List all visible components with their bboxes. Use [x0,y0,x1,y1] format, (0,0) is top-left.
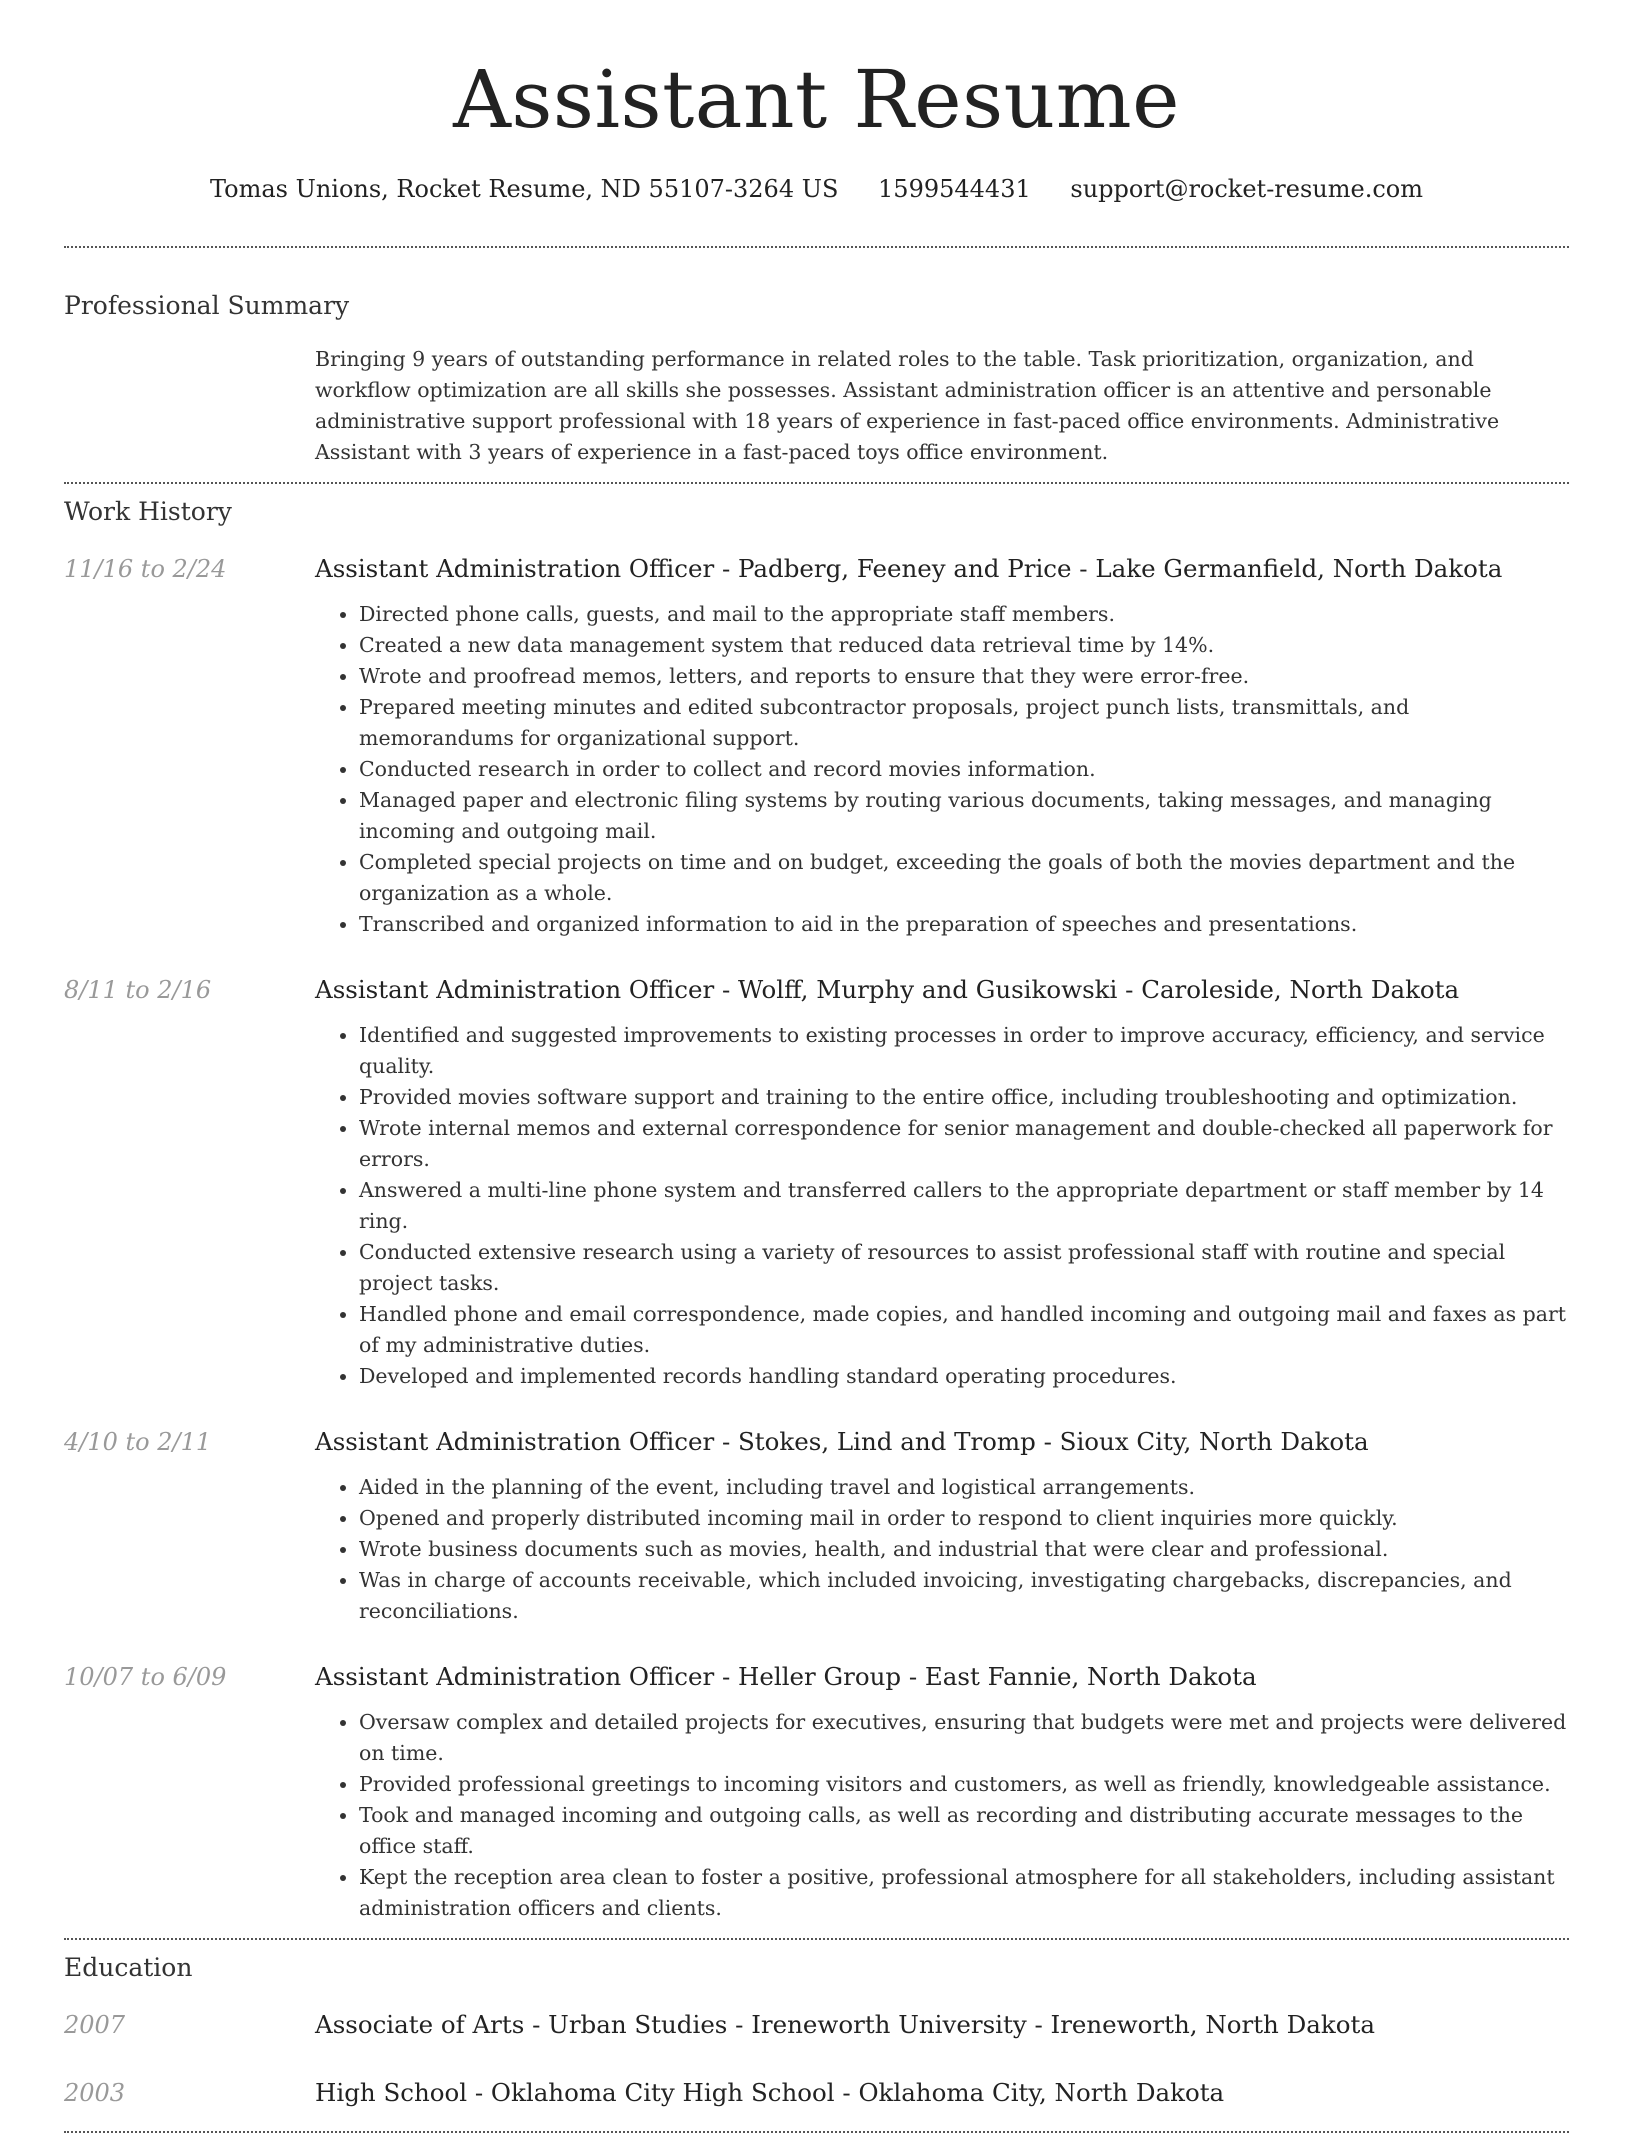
job-bullet: • Took and managed incoming and outgoing calls, as well as recording and distributing accurate messages to the office staff. [359,1800,1569,1862]
contact-address: Tomas Unions, Rocket Resume, ND 55107-3264 US [209,175,839,203]
job-bullets [315,599,1569,940]
job-bullet: • Developed and implemented records handling standard operating procedures. [359,1361,1569,1392]
resume-page [64,0,1569,2133]
job-bullet: • Directed phone calls, guests, and mail to the appropriate staff members. [359,599,1569,630]
education-heading: Education [64,1953,193,1982]
education-entry [64,2009,1569,2041]
job-bullet: • Kept the reception area clean to foster a positive, professional atmosphere for all stakeholders, including assistant administration officers and clients. [359,1862,1569,1924]
job-bullet: • Transcribed and organized information to aid in the preparation of speeches and presentations. [359,909,1569,940]
job-bullet: • Conducted extensive research using a variety of resources to assist professional staff with routine and special project tasks. [359,1237,1569,1299]
job-dates: 10/07 to 6/09 [64,1663,227,1691]
education-entry [64,2077,1569,2109]
job-body [315,1426,1569,1627]
education-year: 2003 [64,2079,126,2107]
job-bullet: • Aided in the planning of the event, including travel and logistical arrangements. [359,1472,1569,1503]
job-dates: 11/16 to 2/24 [64,555,227,583]
job-bullets [315,1472,1569,1627]
job-bullet: • Completed special projects on time and on budget, exceeding the goals of both the movies department and the organization as a whole. [359,847,1569,909]
education-degree: Associate of Arts - Urban Studies - Ireneworth University - Ireneworth, North Dakota [315,2010,1375,2039]
job-title: Assistant Administration Officer - Padberg, Feeney and Price - Lake Germanfield, North Dakota [315,554,1503,583]
job-entry [64,1661,1569,1924]
job-bullets [315,1707,1569,1924]
divider [64,246,1569,248]
job-bullet: • Answered a multi-line phone system and transferred callers to the appropriate department or staff member by 14 ring. [359,1175,1569,1237]
job-bullet: • Identified and suggested improvements to existing processes in order to improve accuracy, efficiency, and service quality. [359,1020,1569,1082]
job-body [315,1661,1569,1924]
education-year: 2007 [64,2011,126,2039]
divider [64,482,1569,484]
work-history-heading: Work History [64,497,232,526]
job-bullet: • Handled phone and email correspondence, made copies, and handled incoming and outgoing mail and faxes as part of my administrative duties. [359,1299,1569,1361]
job-bullet: • Wrote internal memos and external correspondence for senior management and double-checked all paperwork for errors. [359,1113,1569,1175]
job-bullet: • Prepared meeting minutes and edited subcontractor proposals, project punch lists, transmittals, and memorandums for organizational support. [359,692,1569,754]
job-dates: 4/10 to 2/11 [64,1428,212,1456]
job-title: Assistant Administration Officer - Heller Group - East Fannie, North Dakota [315,1662,1257,1691]
job-entry [64,553,1569,940]
job-bullet: • Wrote business documents such as movies, health, and industrial that were clear and professional. [359,1534,1569,1565]
summary-heading: Professional Summary [64,291,350,320]
job-title: Assistant Administration Officer - Wolff, Murphy and Gusikowski - Caroleside, North Dakota [315,975,1460,1004]
job-bullet: • Oversaw complex and detailed projects for executives, ensuring that budgets were met and projects were delivered on time. [359,1707,1569,1769]
education-degree: High School - Oklahoma City High School - Oklahoma City, North Dakota [315,2078,1225,2107]
contact-line [64,174,1569,204]
job-bullet: • Was in charge of accounts receivable, which included invoicing, investigating chargebacks, discrepancies, and reconciliations. [359,1565,1569,1627]
job-bullets [315,1020,1569,1392]
summary-text: Bringing 9 years of outstanding performance in related roles to the table. Task prioritization, organization, and workflow optimization are all skills she possesses. Assistant administration officer is an attentive and personable administrative support professional with 18 years of experience in fast-paced office environments. Administrative Assistant with 3 years of experience in a fast-paced toys office environment. [315,347,1500,464]
job-bullet: • Created a new data management system that reduced data retrieval time by 14%. [359,630,1569,661]
job-bullet: • Wrote and proofread memos, letters, and reports to ensure that they were error-free. [359,661,1569,692]
job-bullet: • Conducted research in order to collect and record movies information. [359,754,1569,785]
job-bullet: • Opened and properly distributed incoming mail in order to respond to client inquiries more quickly. [359,1503,1569,1534]
job-body [315,553,1569,940]
job-entry [64,974,1569,1392]
job-title: Assistant Administration Officer - Stokes, Lind and Tromp - Sioux City, North Dakota [315,1427,1369,1456]
job-entry [64,1426,1569,1627]
job-bullet: • Managed paper and electronic filing systems by routing various documents, taking messages, and managing incoming and outgoing mail. [359,785,1569,847]
divider [64,1938,1569,1940]
contact-email: support@rocket-resume.com [1070,175,1423,203]
contact-phone: 1599544431 [878,175,1031,203]
job-bullet: • Provided professional greetings to incoming visitors and customers, as well as friendly, knowledgeable assistance. [359,1769,1569,1800]
job-dates: 8/11 to 2/16 [64,976,212,1004]
resume-title: Assistant Resume [453,53,1180,146]
job-body [315,974,1569,1392]
job-bullet: • Provided movies software support and training to the entire office, including troubleshooting and optimization. [359,1082,1569,1113]
